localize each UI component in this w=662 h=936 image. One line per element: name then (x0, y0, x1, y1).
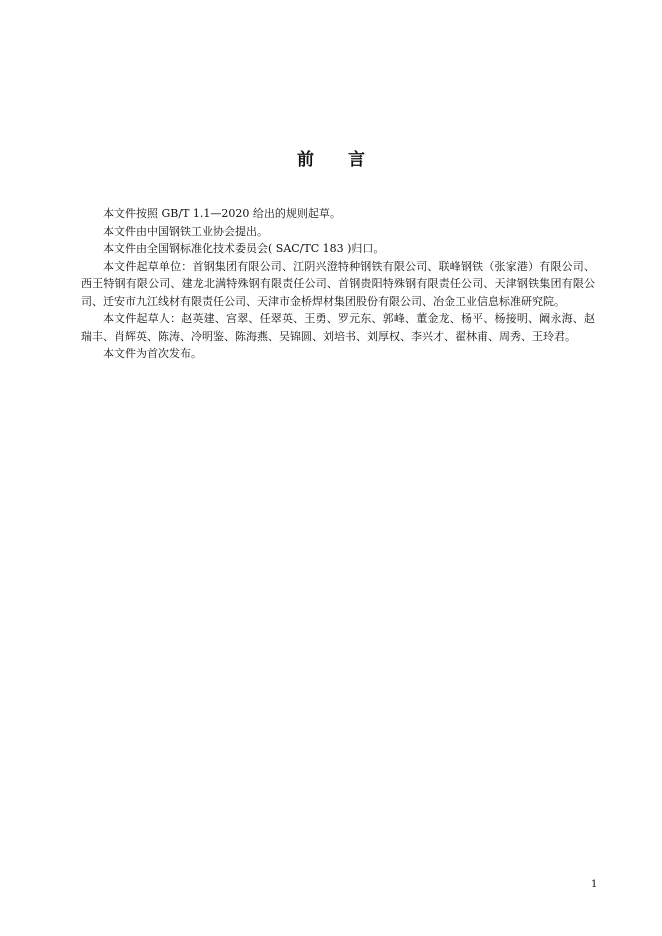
paragraph-drafting-rules: 本文件按照 GB/T 1.1—2020 给出的规则起草。 (103, 207, 341, 220)
paragraph-first-release: 本文件为首次发布。 (103, 347, 202, 360)
page-number: 1 (591, 879, 598, 890)
paragraph-drafting-units: 本文件起草单位：首钢集团有限公司、江阴兴澄特种钢铁有限公司、联峰钢铁（张家港）有限公司、西王特钢有限公司、建龙北满特殊钢有限责任公司、首钢贵阳特殊钢有限责任公司、天津钢铁集团有限公司、迁安市九江线材有限责任公司、天津市金桥焊材集团股份有限公司、冶金工业信息标准研究院。 (81, 259, 595, 308)
paragraph-committee: 本文件由全国钢标准化技术委员会( SAC/TC 183 )归口。 (103, 242, 385, 255)
paragraph-proposer: 本文件由中国钢铁工业协会提出。 (103, 224, 268, 238)
title-char-2: 言 (348, 150, 365, 170)
page-title (0, 145, 662, 170)
paragraph-drafters: 本文件起草人：赵英建、宫翠、任翠英、王勇、罗元东、郭峰、董金龙、杨平、杨接明、阚永海、赵瑞丰、肖辉英、陈涛、冷明鉴、陈海燕、吴锦圆、刘培书、刘厚权、李兴才、翟林甫、周秀、王玲君。 (81, 312, 595, 343)
foreword-body (81, 205, 595, 363)
title-char-1: 前 (297, 150, 314, 170)
